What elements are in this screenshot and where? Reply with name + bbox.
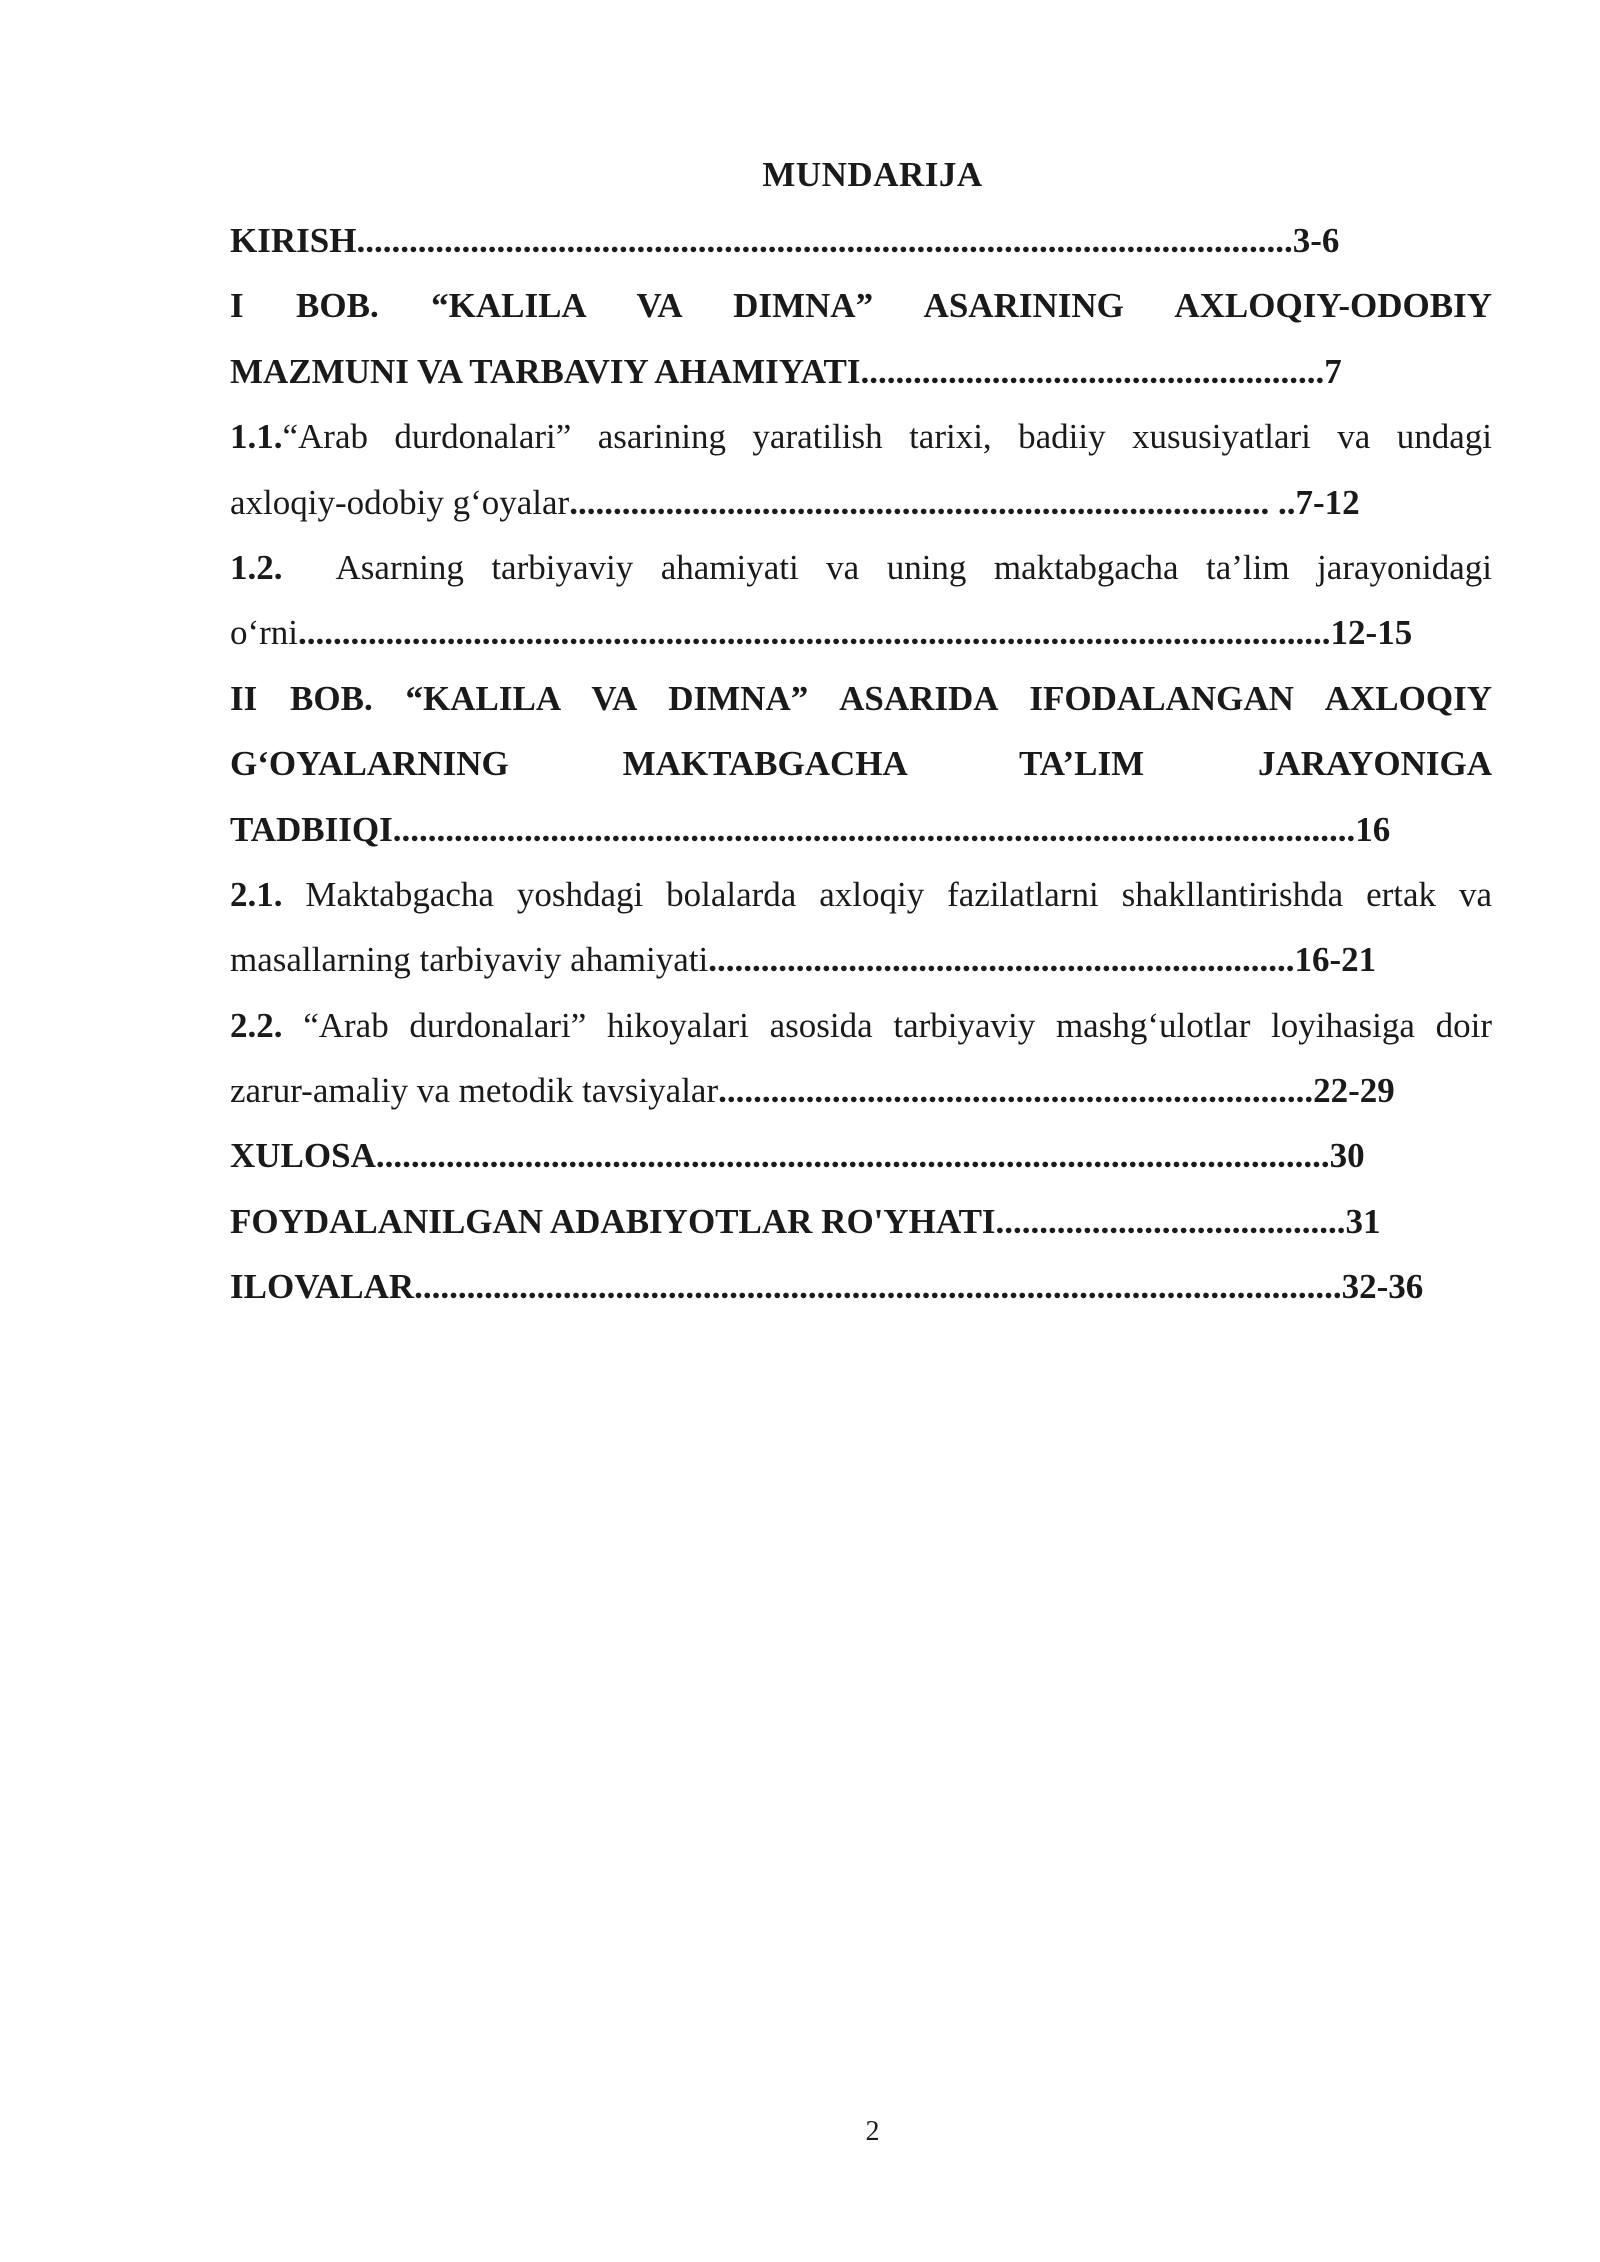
toc-line xyxy=(230,470,1492,535)
toc-leader-dots: ........................................ xyxy=(995,1201,1346,1241)
toc-leader-dots: .............................................................................................................. xyxy=(392,809,1356,849)
toc-line xyxy=(230,208,1492,273)
toc-leader-dots: ..................................................... xyxy=(860,351,1325,391)
toc-section-line xyxy=(230,993,1492,1058)
toc-leader-dots: ................................................................... xyxy=(708,940,1295,980)
toc-line xyxy=(230,927,1492,992)
toc-entry-bob-2 xyxy=(230,666,1492,862)
toc-entry-label: KIRISH xyxy=(230,221,357,260)
toc-line xyxy=(230,339,1492,404)
table-of-contents xyxy=(230,208,1492,1320)
toc-entry-section-2-2 xyxy=(230,993,1492,1124)
toc-entry-label: XULOSA xyxy=(230,1136,376,1176)
toc-chapter-heading-line: G‘OYALARNING MAKTABGACHA TA’LIM JARAYONIGA xyxy=(230,744,1492,784)
toc-page-number: 16 xyxy=(1355,809,1391,849)
toc-section-number: 1.1. xyxy=(230,417,283,457)
toc-entry-label: MAZMUNI VA TARBAVIY AHAMIYATI xyxy=(230,351,861,391)
toc-leader-dots: ...................................................................................................................... xyxy=(298,613,1331,653)
toc-section-line xyxy=(230,404,1492,469)
toc-page-number: ..7-12 xyxy=(1277,482,1360,522)
toc-section-text: Maktabgacha yoshdagi bolalarda axloqiy fazilatlarni shakllantirishda ertak va xyxy=(305,874,1492,914)
toc-leader-dots: ............................................................................................................. xyxy=(375,1136,1330,1176)
toc-section-number: 1.2. xyxy=(230,547,283,587)
toc-entry-bob-1 xyxy=(230,273,1492,404)
toc-line xyxy=(230,1058,1492,1123)
toc-chapter-heading-line: I BOB. “KALILA VA DIMNA” ASARINING AXLOQIY-ODOBIY xyxy=(230,286,1492,326)
toc-line xyxy=(230,1254,1492,1319)
toc-page-number: 32-36 xyxy=(1341,1267,1424,1307)
toc-entry-adabiyotlar xyxy=(230,1189,1492,1254)
toc-entry-kirish xyxy=(230,208,1492,273)
toc-entry-label: o‘rni xyxy=(230,613,299,653)
toc-entry-ilovalar xyxy=(230,1254,1492,1319)
toc-leader-dots: ........................................................................................................... xyxy=(356,221,1293,260)
toc-section-text: “Arab durdonalari” hikoyalari asosida tarbiyaviy mashg‘ulotlar loyihasiga doir xyxy=(303,1005,1492,1045)
toc-leader-dots: ................................................................................ xyxy=(569,482,1270,522)
toc-section-number: 2.2. xyxy=(230,1005,283,1045)
toc-line xyxy=(230,1123,1492,1188)
toc-section-number: 2.1. xyxy=(230,874,283,914)
toc-line xyxy=(230,600,1492,665)
toc-page-number: 7 xyxy=(1324,351,1342,391)
toc-page-number: 16-21 xyxy=(1294,940,1377,980)
toc-page-number: 31 xyxy=(1345,1201,1381,1241)
toc-leader-dots: .................................................................... xyxy=(718,1071,1314,1111)
toc-section-text: Asarning tarbiyaviy ahamiyati va uning maktabgacha ta’lim jarayonidagi xyxy=(335,547,1492,587)
toc-section-line xyxy=(230,535,1492,600)
toc-title: MUNDARIJA xyxy=(762,155,983,194)
toc-entry-xulosa xyxy=(230,1123,1492,1188)
toc-entry-label: FOYDALANILGAN ADABIYOTLAR RO'YHATI xyxy=(230,1201,996,1241)
toc-entry-label: masallarning tarbiyaviy ahamiyati xyxy=(230,940,709,980)
toc-page-number: 22-29 xyxy=(1313,1071,1395,1111)
toc-entry-label: zarur-amaliy va metodik tavsiyalar xyxy=(230,1071,719,1111)
toc-entry-label: axloqiy-odobiy g‘oyalar xyxy=(230,482,570,522)
toc-entry-label: ILOVALAR xyxy=(230,1267,415,1307)
toc-section-line xyxy=(230,862,1492,927)
toc-entry-section-2-1 xyxy=(230,862,1492,993)
toc-page-number: 3-6 xyxy=(1292,221,1340,260)
toc-entry-label: TADBIIQI xyxy=(230,809,393,849)
toc-entry-section-1-1 xyxy=(230,404,1492,535)
toc-leader-dots: .......................................................................................................... xyxy=(414,1267,1342,1307)
toc-line xyxy=(230,1189,1492,1254)
toc-section-text: “Arab durdonalari” asarining yaratilish tarixi, badiiy xususiyatlari va undagi xyxy=(282,417,1492,457)
toc-line xyxy=(230,797,1492,862)
toc-page-number: 30 xyxy=(1329,1136,1365,1176)
toc-page-number: 12-15 xyxy=(1330,613,1413,653)
toc-chapter-heading-line: II BOB. “KALILA VA DIMNA” ASARIDA IFODALANGAN AXLOQIY xyxy=(230,678,1492,718)
toc-entry-section-1-2 xyxy=(230,535,1492,666)
page-number: 2 xyxy=(865,2116,880,2147)
